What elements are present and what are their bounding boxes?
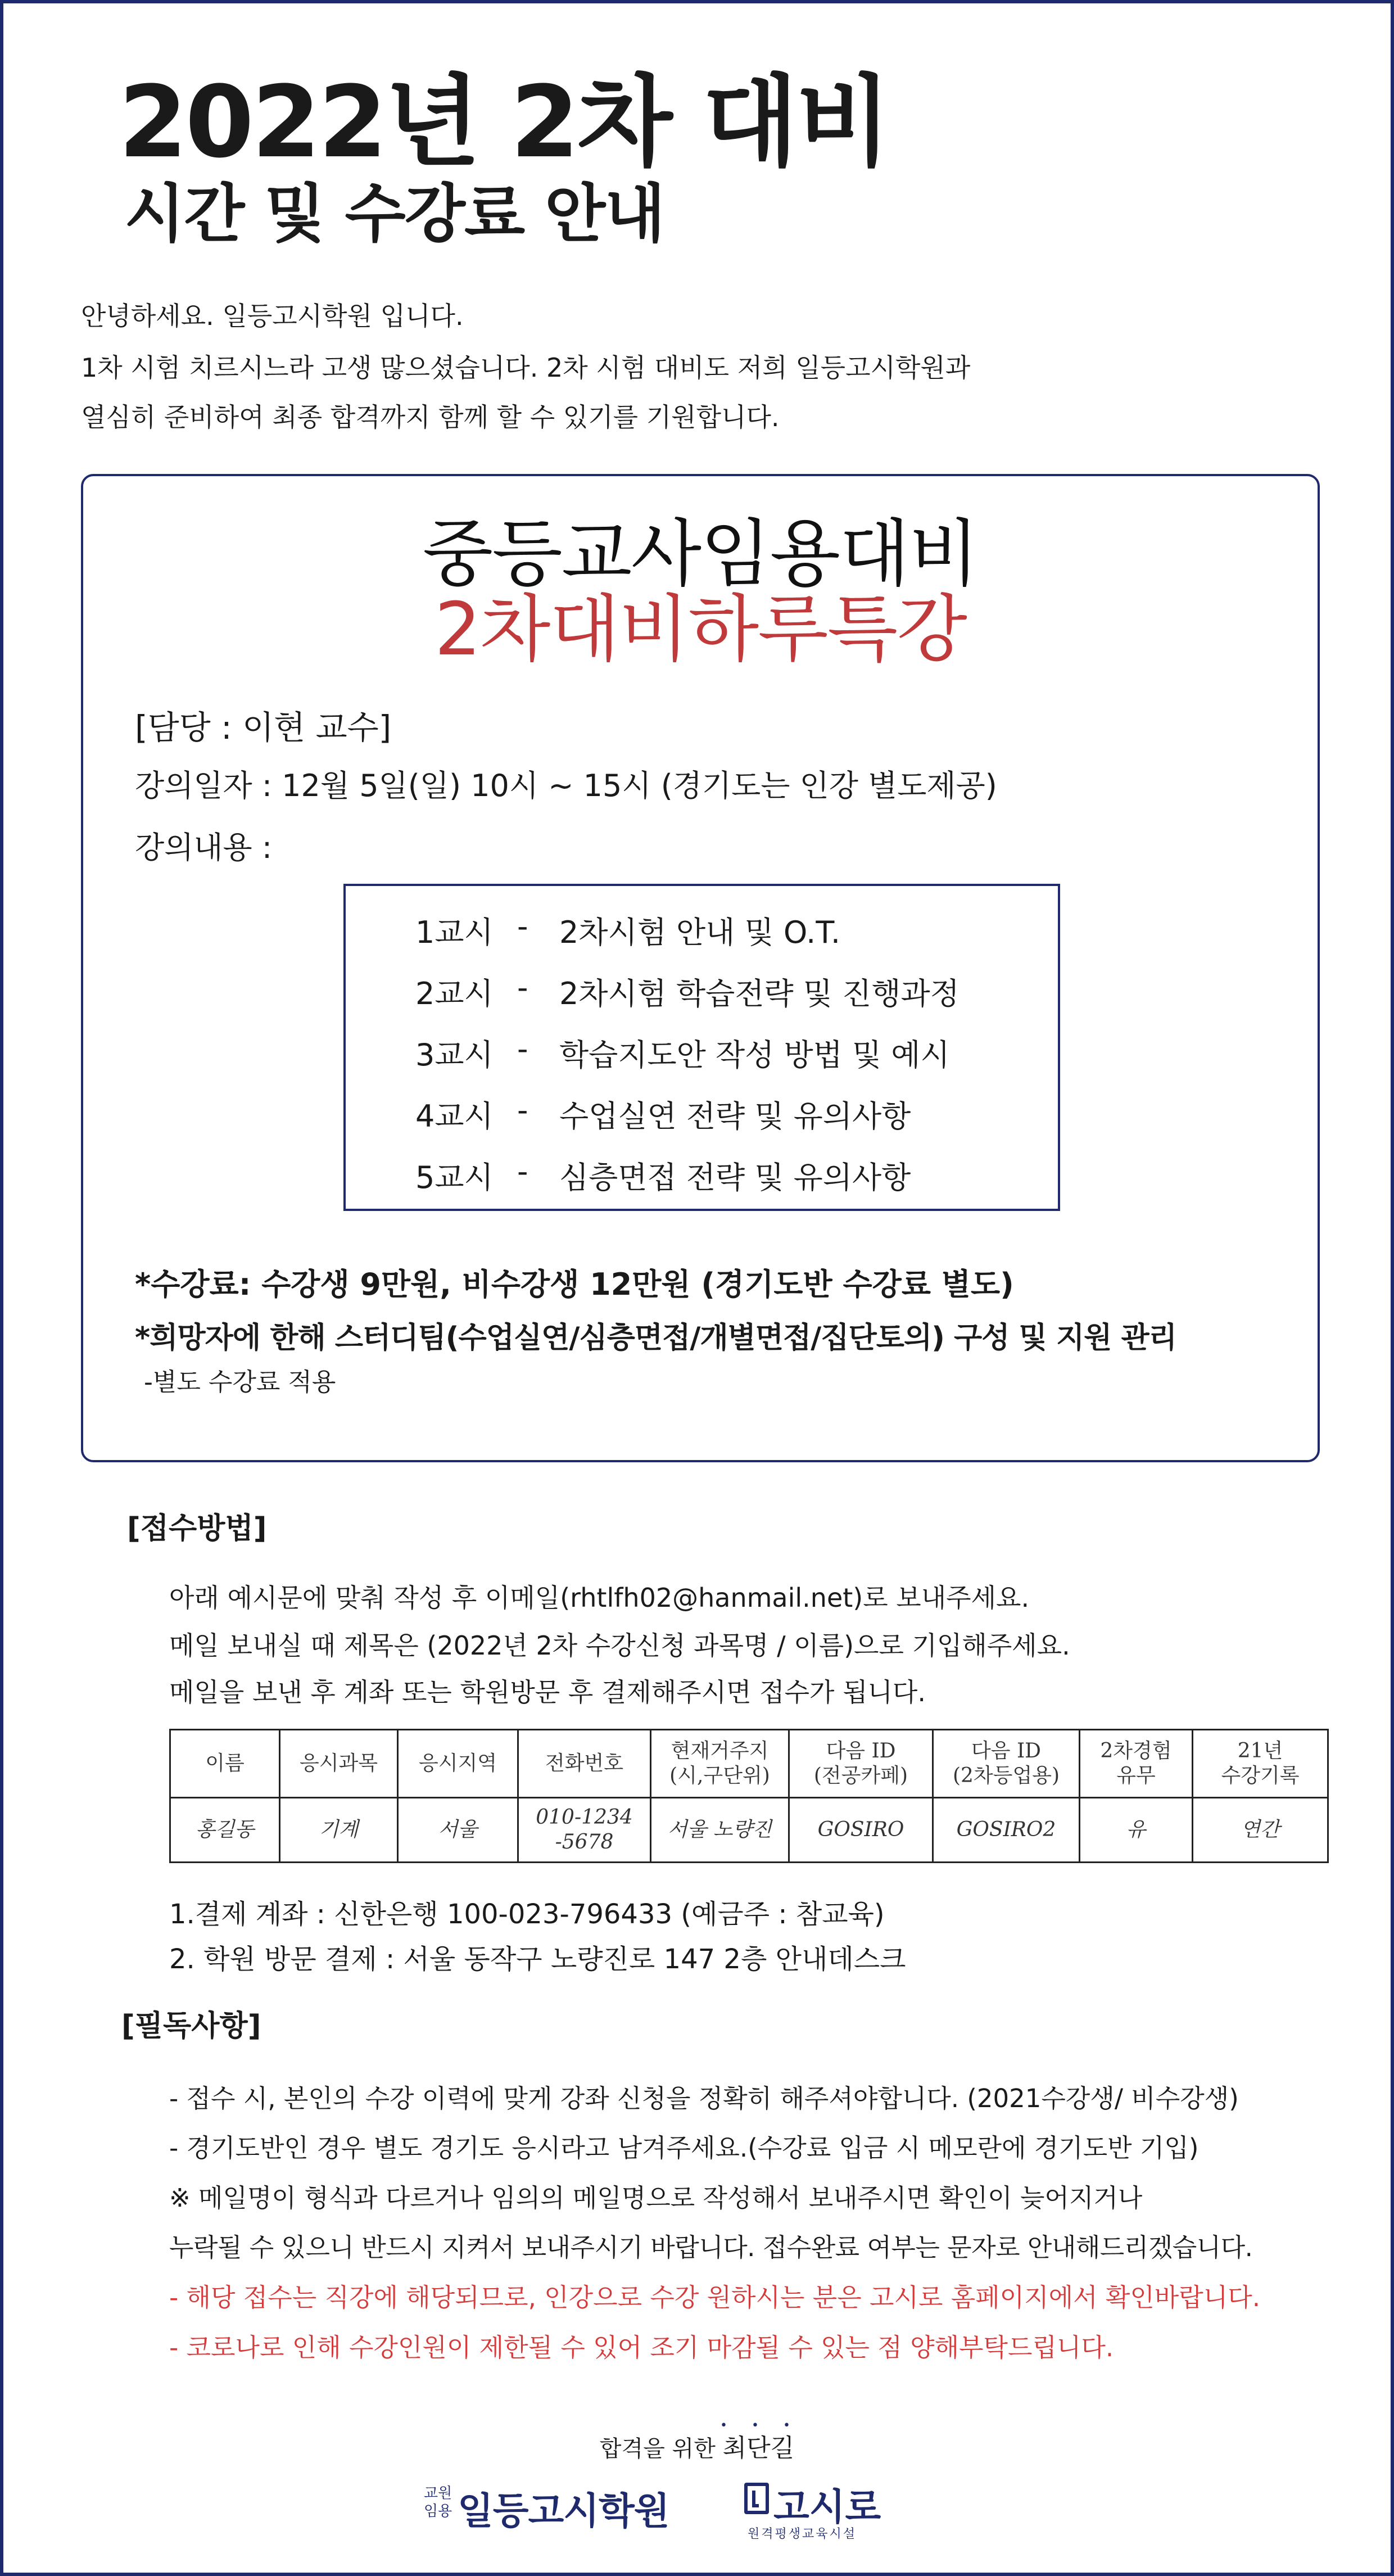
payment-account: 1.결제 계좌 : 신한은행 100-023-796433 (예금주 : 참교육) bbox=[169, 1899, 885, 1930]
logo-ildeung bbox=[424, 2480, 739, 2533]
notice-line-1: - 접수 시, 본인의 수강 이력에 맞게 강좌 신청을 정확히 해주셔야합니다. (2021수강생/ 비수강생) bbox=[169, 2084, 1239, 2113]
logo-gosiro-sub: 원격평생교육시설 bbox=[748, 2527, 857, 2541]
table-header-cell: 이름 bbox=[170, 1730, 280, 1798]
table-cell: 연간 bbox=[1193, 1798, 1328, 1863]
footer-tagline: 합격을 위한 최단길 bbox=[599, 2434, 795, 2462]
schedule-subject: 학습지도안 작성 방법 및 예시 bbox=[559, 1037, 950, 1073]
schedule-period: 5교시 bbox=[415, 1160, 494, 1195]
registration-line-2: 메일 보내실 때 제목은 (2022년 2차 수강신청 과목명 / 이름)으로 기입해주세요. bbox=[169, 1630, 1070, 1661]
course-card bbox=[81, 474, 1320, 1462]
lecture-date: 강의일자 : 12월 5일(일) 10시 ~ 15시 (경기도는 인강 별도제공) bbox=[135, 768, 997, 803]
table-cell: 서울 노량진 bbox=[651, 1798, 789, 1863]
table-cell: GOSIRO2 bbox=[933, 1798, 1080, 1863]
table-header-cell: 다음 ID (2차등업용) bbox=[933, 1730, 1080, 1798]
table-header-cell: 다음 ID (전공카페) bbox=[789, 1730, 933, 1798]
notice-red-line-2: - 코로나로 인해 수강인원이 제한될 수 있어 조기 마감될 수 있는 점 양해부탁드립니다. bbox=[169, 2333, 1114, 2362]
schedule-dash: - bbox=[517, 1092, 528, 1128]
table-header-cell: 응시지역 bbox=[398, 1730, 518, 1798]
study-team-note: -별도 수강료 적용 bbox=[144, 1368, 336, 1397]
table-header-cell: 전화번호 bbox=[518, 1730, 651, 1798]
schedule-period: 4교시 bbox=[415, 1099, 494, 1134]
study-team-info: *희망자에 한해 스터디팀(수업실연/심층면접/개별면접/집단토의) 구성 및 지원 관리 bbox=[135, 1321, 1176, 1355]
schedule-period: 2교시 bbox=[415, 976, 494, 1011]
notice-line-3: ※ 메일명이 형식과 다르거나 임의의 메일명으로 작성해서 보내주시면 확인이 늦어지거나 bbox=[169, 2183, 1143, 2213]
gosiro-emblem-icon bbox=[744, 2483, 769, 2514]
logo-gosiro bbox=[744, 2476, 890, 2543]
table-cell: 기계 bbox=[280, 1798, 398, 1863]
schedule-dash: - bbox=[517, 1154, 528, 1189]
schedule-dash: - bbox=[517, 909, 528, 944]
table-row bbox=[170, 1798, 1328, 1863]
fee-info: *수강료: 수강생 9만원, 비수강생 12만원 (경기도반 수강료 별도) bbox=[135, 1267, 1014, 1302]
tagline-emphasis: 최단길 bbox=[722, 2434, 795, 2462]
lecture-content-label: 강의내용 : bbox=[135, 830, 273, 865]
schedule-subject: 수업실연 전략 및 유의사항 bbox=[559, 1099, 911, 1134]
table-header-cell: 2차경험 유무 bbox=[1080, 1730, 1193, 1798]
schedule-period: 1교시 bbox=[415, 915, 494, 950]
notice-heading: [필독사항] bbox=[121, 2009, 261, 2043]
intro-line-1: 안녕하세요. 일등고시학원 입니다. bbox=[81, 301, 464, 331]
table-header-row bbox=[170, 1730, 1328, 1798]
table-cell: 010-1234 -5678 bbox=[518, 1798, 651, 1863]
registration-line-3: 메일을 보낸 후 계좌 또는 학원방문 후 결제해주시면 접수가 됩니다. bbox=[169, 1677, 926, 1707]
registration-example-table bbox=[169, 1729, 1329, 1863]
table-header-cell: 현재거주지 (시,구단위) bbox=[651, 1730, 789, 1798]
notice-line-2: - 경기도반인 경우 별도 경기도 응시라고 남겨주세요.(수강료 입금 시 메모란에 경기도반 기입) bbox=[169, 2133, 1199, 2163]
instructor-label: [담당 : 이현 교수] bbox=[135, 708, 392, 747]
course-subtitle: 2차대비하루특강 bbox=[435, 586, 966, 672]
payment-visit: 2. 학원 방문 결제 : 서울 동작구 노량진로 147 2층 안내데스크 bbox=[169, 1944, 906, 1975]
schedule-subject: 심층면접 전략 및 유의사항 bbox=[559, 1160, 911, 1195]
schedule-dash: - bbox=[517, 1031, 528, 1066]
logo-gosiro-name: 고시로 bbox=[773, 2485, 881, 2529]
registration-line-1: 아래 예시문에 맞춰 작성 후 이메일(rhtlfh02@hanmail.net)로 보내주세요. bbox=[169, 1583, 1030, 1613]
schedule-period: 3교시 bbox=[415, 1037, 494, 1073]
schedule-dash: - bbox=[517, 970, 528, 1005]
course-title: 중등교사임용대비 bbox=[422, 511, 979, 596]
page-title: 2022년 2차 대비 bbox=[119, 65, 889, 180]
tagline-dots-decoration: • • • bbox=[720, 2419, 800, 2433]
table-header-cell: 21년 수강기록 bbox=[1193, 1730, 1328, 1798]
intro-line-2: 1차 시험 치르시느라 고생 많으셨습니다. 2차 시험 대비도 저희 일등고시학원과 bbox=[81, 352, 971, 383]
table-cell: 유 bbox=[1080, 1798, 1193, 1863]
schedule-subject: 2차시험 안내 및 O.T. bbox=[559, 915, 841, 950]
logo-ildeung-name: 일등고시학원 bbox=[458, 2489, 669, 2533]
table-header-cell: 응시과목 bbox=[280, 1730, 398, 1798]
logo-ildeung-small: 교원 임용 bbox=[424, 2485, 452, 2520]
table-cell: GOSIRO bbox=[789, 1798, 933, 1863]
table-cell: 홍길동 bbox=[170, 1798, 280, 1863]
notice-red-line-1: - 해당 접수는 직강에 해당되므로, 인강으로 수강 원하시는 분은 고시로 홈페이지에서 확인바랍니다. bbox=[169, 2283, 1260, 2312]
intro-line-3: 열심히 준비하여 최종 합격까지 함께 할 수 있기를 기원합니다. bbox=[81, 402, 780, 432]
page-subtitle: 시간 및 수강료 안내 bbox=[124, 178, 664, 251]
schedule-subject: 2차시험 학습전략 및 진행과정 bbox=[559, 976, 959, 1011]
table-cell: 서울 bbox=[398, 1798, 518, 1863]
registration-heading: [접수방법] bbox=[127, 1512, 267, 1545]
notice-line-4: 누락될 수 있으니 반드시 지켜서 보내주시기 바랍니다. 접수완료 여부는 문자로 안내해드리겠습니다. bbox=[169, 2232, 1253, 2262]
schedule-box bbox=[343, 884, 1060, 1211]
